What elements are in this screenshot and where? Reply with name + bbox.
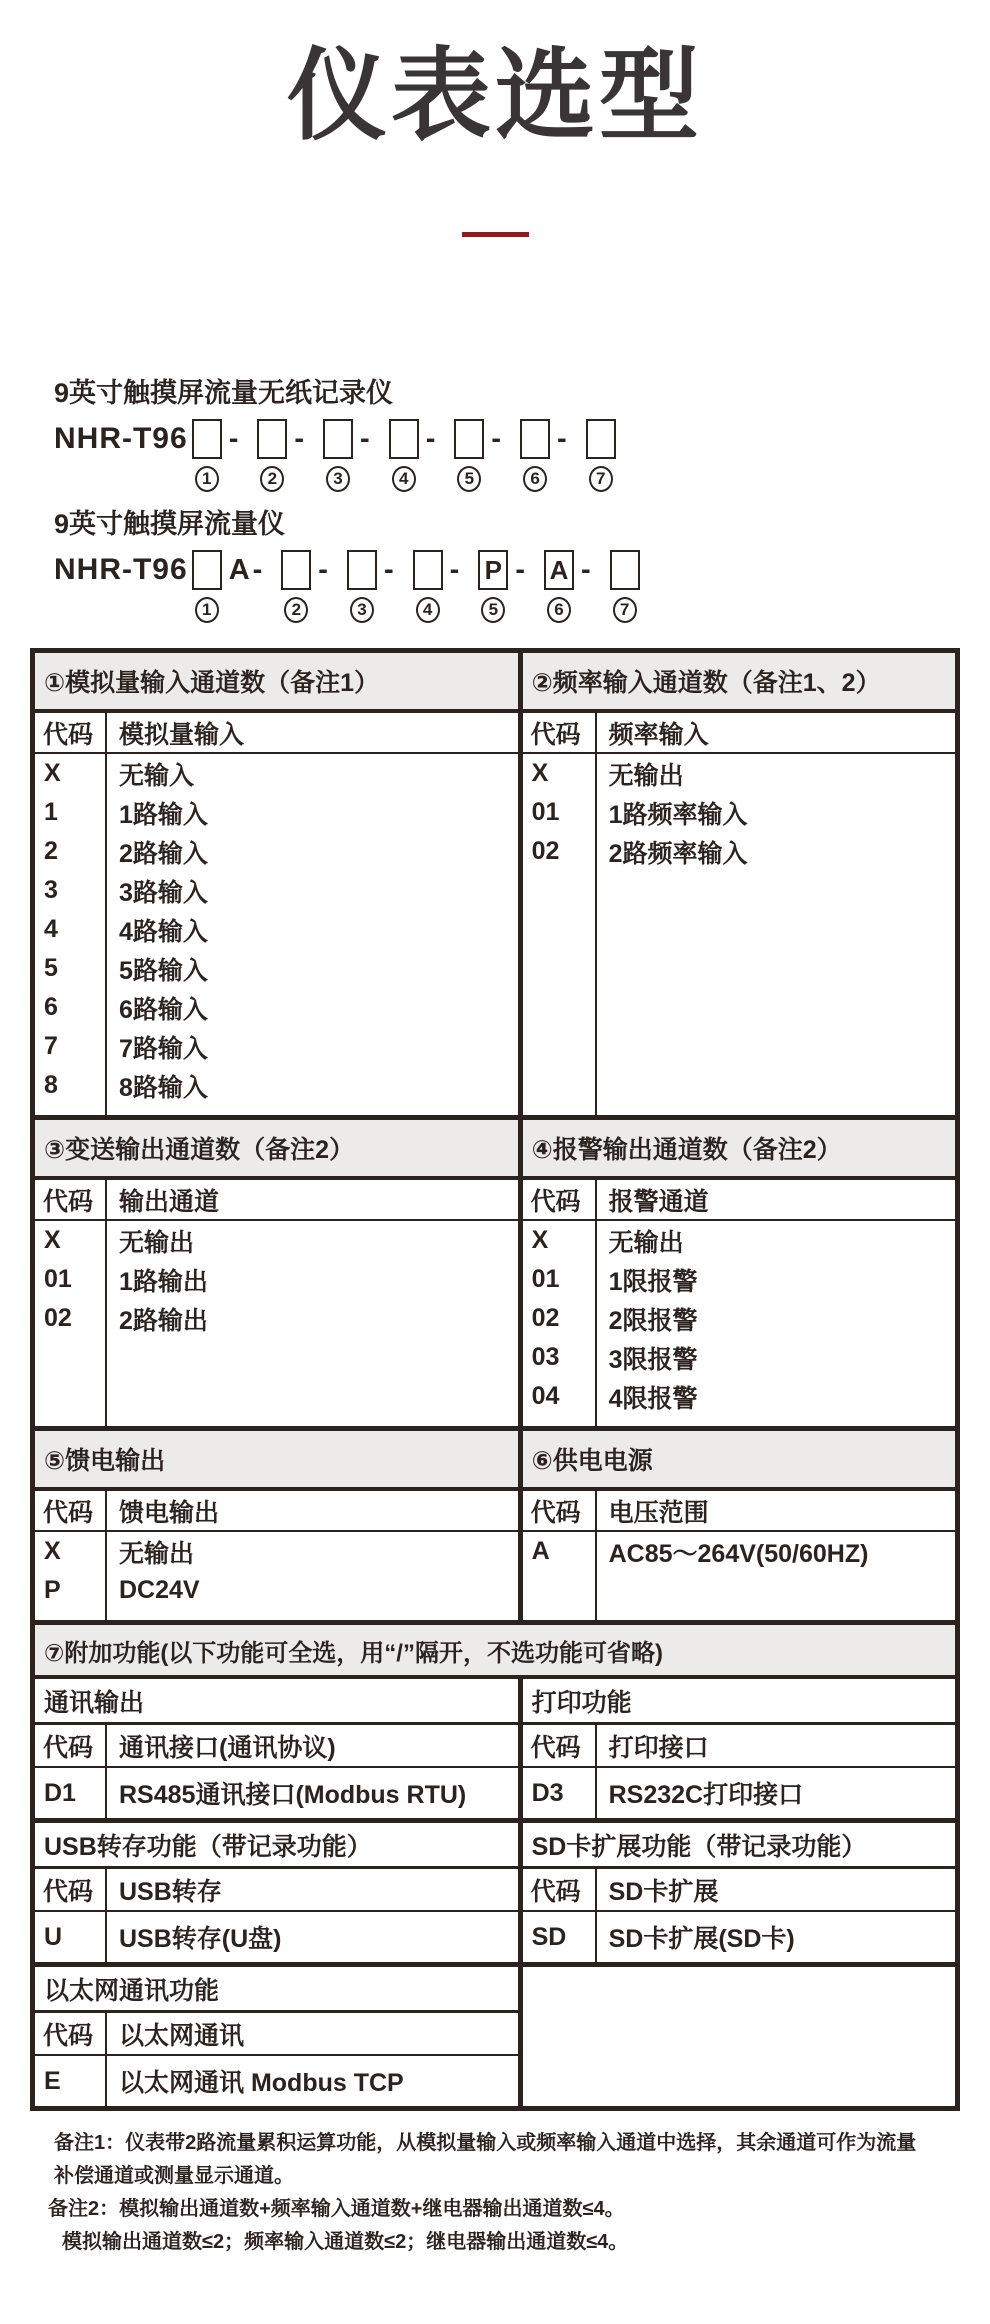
section-title: ⑤馈电输出 (35, 1431, 523, 1487)
note-line: 模拟输出通道数≤2；频率输入通道数≤2；继电器输出通道数≤4。 (62, 2231, 629, 2253)
description-cell: 以太网通讯 Modbus TCP (119, 2069, 404, 2097)
description-column-header: 报警通道 (595, 1180, 955, 1221)
subsection-title: 以太网通讯功能 (35, 1967, 518, 2013)
table-right-half (523, 713, 955, 1115)
model-code-row (54, 550, 990, 623)
model-code-slot (520, 419, 575, 492)
section-body-row (35, 1180, 955, 1426)
description-cell: 无输入 (119, 761, 195, 790)
circled-number: 1 (195, 466, 219, 492)
subsection-body (523, 1491, 955, 1620)
description-column-header: 频率输入 (595, 713, 955, 754)
table-left-half (35, 1967, 523, 2106)
note-line: 补偿通道或测量显示通道。 (54, 2165, 294, 2187)
table-right-half (523, 1679, 955, 1818)
selection-table (30, 648, 960, 2111)
page-title: 仪表选型 (287, 40, 703, 152)
description-column-header: USB转存 (105, 1869, 518, 1912)
code-cell: 02 (44, 1304, 72, 1332)
code-cell: D1 (44, 1778, 76, 1807)
description-cell: SD卡扩展(SD卡) (608, 1925, 795, 1953)
code-cell: X (44, 1537, 61, 1565)
subsection-body (523, 1725, 955, 1818)
model-code-diagrams (54, 375, 990, 623)
model-code-separator: A- (228, 554, 266, 586)
code-column-header: 代码 (523, 1725, 595, 1768)
code-cell: 01 (44, 1265, 72, 1293)
model-code-box (389, 419, 419, 459)
table-left-half (35, 1823, 523, 1962)
subsection-title: SD卡扩展功能（带记录功能） (523, 1823, 955, 1869)
feature-group (35, 1818, 955, 1962)
code-cell: 4 (44, 915, 58, 943)
section-title: ③变送输出通道数（备注2） (35, 1120, 523, 1176)
model-code-separator: - (294, 423, 308, 455)
model-code-separator: - (557, 423, 570, 455)
code-cell: P (44, 1576, 61, 1604)
description-cell: 7路输入 (119, 1034, 208, 1063)
code-cell: 01 (531, 1265, 560, 1293)
subsection-body (523, 713, 955, 1115)
circled-number: 2 (260, 466, 284, 492)
circled-number: 3 (350, 597, 374, 623)
subsection-body (523, 1869, 955, 1962)
model-label: 9英寸触摸屏流量无纸记录仪 (54, 378, 394, 408)
model-diagram (54, 375, 990, 492)
code-cell: 02 (531, 1304, 560, 1332)
code-column-header: 代码 (35, 1725, 105, 1768)
description-cell: 无输出 (119, 1228, 195, 1257)
code-cell: 5 (44, 954, 58, 982)
section-title: ①模拟量输入通道数（备注1） (35, 653, 523, 709)
description-cell: 2路频率输入 (608, 839, 748, 868)
model-code-slot (610, 550, 652, 623)
model-code-box (413, 550, 443, 590)
description-cell: RS485通讯接口(Modbus RTU) (119, 1781, 467, 1809)
code-cell: SD (531, 1922, 567, 1951)
table-left-half (35, 1180, 523, 1426)
code-cell: A (531, 1537, 550, 1565)
model-diagram (54, 506, 990, 623)
table-left-half (35, 1491, 523, 1620)
code-column-header: 代码 (523, 713, 595, 754)
title-underline-rule (462, 232, 529, 237)
section-body-row (35, 1491, 955, 1620)
description-cell: 8路输入 (119, 1073, 208, 1102)
model-code-slot (323, 419, 378, 492)
description-cell: 2路输入 (119, 839, 208, 868)
code-cell: X (44, 759, 61, 787)
model-code-box (454, 419, 484, 459)
model-code-slot (413, 550, 468, 623)
model-prefix: NHR-T96 (54, 553, 188, 586)
subsection-body (35, 1180, 518, 1426)
subsection-body (35, 1869, 518, 1962)
subsection-title: 打印功能 (523, 1679, 955, 1725)
description-cell: 无输出 (608, 761, 684, 790)
circled-number: 2 (284, 597, 308, 623)
subsection-title: 通讯输出 (35, 1679, 518, 1725)
model-code-separator: - (318, 554, 331, 586)
circled-number: 7 (589, 466, 613, 492)
description-cell: 4路输入 (119, 917, 208, 946)
code-cell: 7 (44, 1032, 58, 1060)
model-code-slot (257, 419, 312, 492)
code-cell: X (531, 759, 549, 787)
subsection-body (523, 1180, 955, 1426)
model-code-box: A (544, 550, 574, 590)
circled-number: 3 (326, 466, 350, 492)
feature-group (35, 1962, 955, 2106)
code-cell: X (44, 1226, 61, 1254)
model-code-box (520, 419, 550, 459)
circled-number: 5 (481, 597, 505, 623)
note-line: 备注1：仪表带2路流量累积运算功能，从模拟量输入或频率输入通道中选择，其余通道可作为流量 (54, 2132, 917, 2154)
section-body-row (35, 713, 955, 1115)
model-label: 9英寸触摸屏流量仪 (54, 509, 286, 539)
circled-number: 1 (195, 597, 219, 623)
model-code-separator: - (449, 554, 463, 586)
subsection-body (35, 1491, 518, 1620)
code-cell: 04 (531, 1382, 560, 1410)
description-column-header: 输出通道 (105, 1180, 518, 1221)
model-code-box (586, 419, 616, 459)
model-code-slot (544, 550, 599, 623)
description-cell: 1路输出 (119, 1267, 208, 1296)
code-column-header: 代码 (523, 1491, 595, 1532)
description-column-header: 通讯接口(通讯协议) (105, 1725, 518, 1768)
table-section-seven (35, 1620, 955, 2106)
model-code-separator: - (425, 423, 439, 455)
model-code-slot (347, 550, 402, 623)
model-code-separator: - (360, 423, 373, 455)
code-column-header: 代码 (35, 1491, 105, 1532)
footnotes (0, 2127, 990, 2259)
circled-number: 4 (392, 466, 416, 492)
code-cell: D3 (531, 1778, 564, 1807)
table-section-pair (35, 653, 955, 1115)
model-prefix: NHR-T96 (54, 422, 188, 455)
model-code-separator: - (515, 554, 528, 586)
code-column-header: 代码 (35, 1869, 105, 1912)
subsection-body (35, 1725, 518, 1818)
table-right-half (523, 1967, 955, 2106)
table-section-pair (35, 1115, 955, 1426)
code-cell: U (44, 1922, 63, 1951)
code-cell: 2 (44, 837, 58, 865)
model-code-box (192, 550, 222, 590)
section-title-row (35, 1431, 955, 1491)
model-code-separator: - (580, 554, 594, 586)
model-code-box (323, 419, 353, 459)
description-column-header: 馈电输出 (105, 1491, 518, 1532)
model-code-separator: - (491, 423, 505, 455)
code-cell: 1 (44, 798, 58, 826)
circled-number: 5 (457, 466, 481, 492)
model-code-slot (454, 419, 509, 492)
code-column-header: 代码 (523, 1869, 595, 1912)
model-code-box: P (478, 550, 508, 590)
circled-number: 6 (523, 466, 547, 492)
section-title-row (35, 1120, 955, 1180)
description-cell: 无输出 (608, 1228, 684, 1257)
model-code-slot (281, 550, 336, 623)
description-cell: 5路输入 (119, 956, 208, 985)
description-cell: 无输出 (119, 1539, 195, 1568)
description-column-header: 以太网通讯 (105, 2013, 518, 2056)
circled-number: 7 (613, 597, 637, 623)
description-cell: 1路频率输入 (608, 800, 748, 829)
code-column-header: 代码 (523, 1180, 595, 1221)
section-title: ⑥供电电源 (531, 1447, 653, 1475)
circled-number: 6 (547, 597, 571, 623)
description-cell: 4限报警 (608, 1384, 698, 1413)
description-cell: 3路输入 (119, 878, 208, 907)
description-column-header: 打印接口 (595, 1725, 955, 1768)
description-cell: 2路输出 (119, 1306, 208, 1335)
model-code-slot (192, 419, 247, 492)
code-cell: E (44, 2066, 61, 2095)
description-column-header: 模拟量输入 (105, 713, 518, 754)
subsection-body (35, 713, 518, 1115)
table-right-half (523, 1823, 955, 1962)
description-column-header: 电压范围 (595, 1491, 955, 1532)
model-code-row (54, 419, 990, 492)
feature-group (35, 1679, 955, 1818)
description-cell: AC85～264V(50/60HZ) (608, 1539, 869, 1568)
section-title: ④报警输出通道数（备注2） (531, 1136, 842, 1164)
model-code-separator: - (383, 554, 397, 586)
description-cell: 6路输入 (119, 995, 208, 1024)
table-left-half (35, 713, 523, 1115)
code-cell: 03 (531, 1343, 560, 1371)
description-cell: 1限报警 (608, 1267, 698, 1296)
model-code-box (610, 550, 640, 590)
description-cell: 1路输入 (119, 800, 208, 829)
note-line: 备注2：模拟输出通道数+频率输入通道数+继电器输出通道数≤4。 (48, 2198, 625, 2220)
section-title: ⑦附加功能(以下功能可全选，用“/”隔开，不选功能可省略) (35, 1625, 955, 1679)
table-left-half (35, 1679, 523, 1818)
circled-number: 4 (416, 597, 440, 623)
code-cell: 02 (531, 837, 560, 865)
description-cell: DC24V (119, 1576, 200, 1604)
code-cell: 01 (531, 798, 560, 826)
subsection-body (35, 2013, 518, 2106)
model-code-slot (478, 550, 533, 623)
code-cell: 3 (44, 876, 58, 904)
model-code-box (347, 550, 377, 590)
description-cell: 2限报警 (608, 1306, 698, 1335)
model-code-separator: - (228, 423, 242, 455)
model-code-slot (586, 419, 628, 492)
code-cell: X (531, 1226, 549, 1254)
model-code-box (257, 419, 287, 459)
description-cell: 3限报警 (608, 1345, 698, 1374)
section-title: ②频率输入通道数（备注1、2） (531, 669, 881, 697)
code-column-header: 代码 (35, 1180, 105, 1221)
model-code-slot (389, 419, 444, 492)
code-cell: 8 (44, 1071, 58, 1099)
code-column-header: 代码 (35, 2013, 105, 2056)
table-section-pair (35, 1426, 955, 1620)
code-column-header: 代码 (35, 713, 105, 754)
table-right-half (523, 1491, 955, 1620)
description-column-header: SD卡扩展 (595, 1869, 955, 1912)
subsection-title: USB转存功能（带记录功能） (35, 1823, 518, 1869)
description-cell: USB转存(U盘) (119, 1925, 282, 1953)
description-cell: RS232C打印接口 (608, 1781, 804, 1809)
model-code-slot (192, 550, 271, 623)
table-right-half (523, 1180, 955, 1426)
section-title-row (35, 653, 955, 713)
model-code-box (192, 419, 222, 459)
code-cell: 6 (44, 993, 58, 1021)
model-code-box (281, 550, 311, 590)
